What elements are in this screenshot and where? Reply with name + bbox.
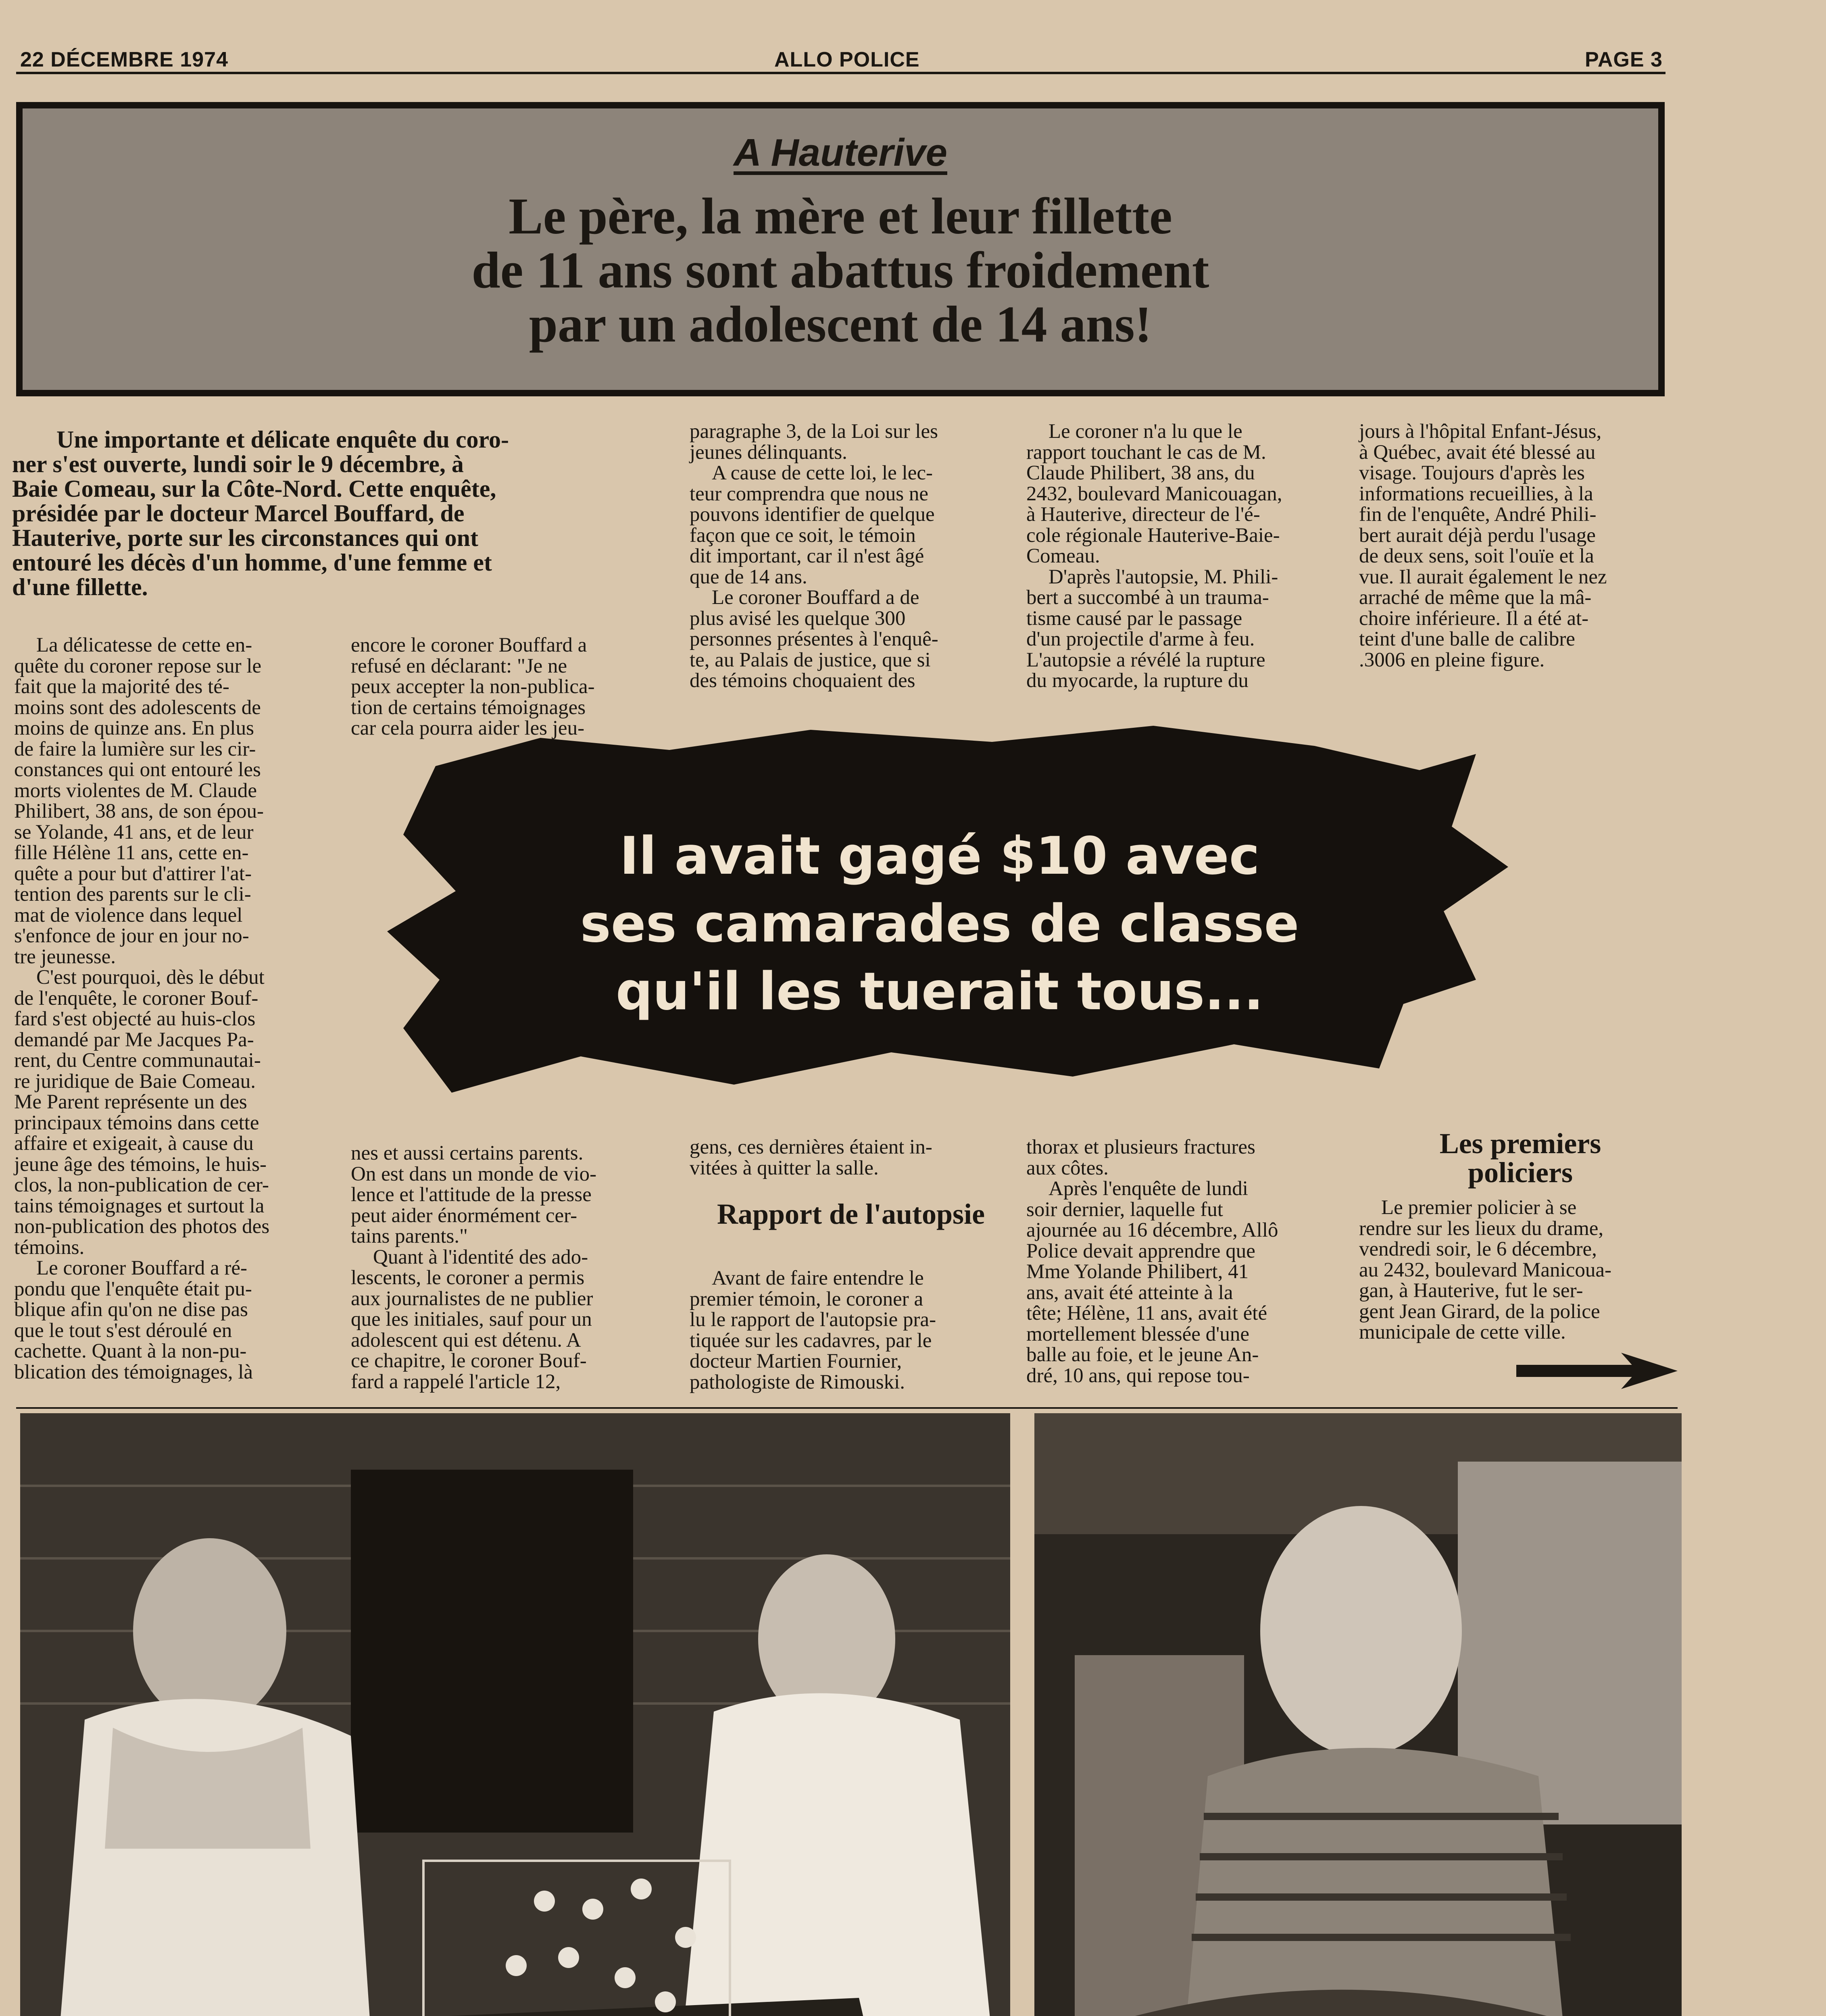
- text-line: car cela pourra aider les jeu-: [351, 717, 585, 739]
- headline-box: [16, 102, 1665, 396]
- text-line: tains témoignages et surtout la: [14, 1194, 265, 1217]
- text-line: quête a pour but d'attirer l'at-: [14, 862, 252, 885]
- text-line: moins de quinze ans. En plus: [14, 717, 254, 739]
- column-4-bottom: [1026, 1137, 1341, 1386]
- column-5-top: [1359, 421, 1674, 671]
- text-line: encore le coroner Bouffard a: [351, 634, 587, 656]
- text-line: d'un projectile d'arme à feu.: [1026, 628, 1255, 650]
- text-line: tention des parents sur le cli-: [14, 883, 251, 906]
- helene-photo-illustration: [1034, 1413, 1682, 2016]
- text-line: cachette. Quant à la non-pu-: [14, 1340, 247, 1362]
- text-line: moins sont des adolescents de: [14, 696, 261, 719]
- text-line: fard s'est objecté au huis-clos: [14, 1008, 256, 1030]
- page-number: PAGE 3: [1585, 48, 1663, 71]
- text-line: à Québec, avait été blessé au: [1359, 441, 1596, 464]
- text-line: gan, à Hauterive, fut le ser-: [1359, 1279, 1583, 1302]
- text-line: 2432, boulevard Manicouagan,: [1026, 482, 1282, 505]
- lead-line: entouré les décès d'un homme, d'une femme et: [12, 549, 492, 576]
- text-line: bert aurait déjà perdu l'usage: [1359, 524, 1596, 547]
- text-line: Avant de faire entendre le: [712, 1267, 924, 1289]
- kicker: A Hauterive: [734, 131, 947, 174]
- text-line: balle au foie, et le jeune An-: [1026, 1343, 1259, 1366]
- text-line: demandé par Me Jacques Pa-: [14, 1028, 254, 1051]
- text-line: rapport touchant le cas de M.: [1026, 441, 1266, 464]
- text-line: bert a succombé à un trauma-: [1026, 586, 1269, 609]
- pull-quote: [476, 823, 1403, 1026]
- text-line: Me Parent représente un des: [14, 1091, 247, 1113]
- lead-paragraph: [12, 427, 669, 600]
- column-5-bottom: [1359, 1198, 1674, 1343]
- text-line: D'après l'autopsie, M. Phili-: [1048, 565, 1278, 588]
- lead-line: Une importante et délicate enquête du coro-: [56, 426, 509, 453]
- text-line: blication des témoignages, là: [14, 1360, 253, 1383]
- subhead-premiers-policiers: Les premiers policiers: [1439, 1127, 1601, 1189]
- text-line: principaux témoins dans cette: [14, 1111, 259, 1134]
- text-line: affaire et exigeait, à cause du: [14, 1132, 254, 1155]
- text-line: pondu que l'enquête était pu-: [14, 1277, 252, 1300]
- text-line: mortellement blessée d'une: [1026, 1322, 1250, 1345]
- text-line: lescents, le coroner a permis: [351, 1266, 585, 1289]
- text-line: clos, la non-publication de cer-: [14, 1174, 269, 1196]
- text-line: jeune âge des témoins, le huis-: [14, 1153, 267, 1176]
- lead-line: ner s'est ouverte, lundi soir le 9 décembre, à: [12, 451, 464, 477]
- photo-rule: [16, 1407, 1678, 1409]
- text-line: dré, 10 ans, qui repose tou-: [1026, 1364, 1250, 1387]
- text-line: gens, ces dernières étaient in-: [690, 1136, 932, 1158]
- text-line: quête du coroner repose sur le: [14, 654, 262, 677]
- text-line: non-publication des photos des: [14, 1215, 270, 1238]
- headline: [23, 189, 1658, 351]
- column-3-bottom-a: [690, 1137, 1000, 1179]
- text-line: gent Jean Girard, de la police: [1359, 1300, 1600, 1323]
- text-line: mat de violence dans lequel: [14, 904, 243, 927]
- text-line: arraché de même que la mâ-: [1359, 586, 1592, 609]
- masthead-rule: [16, 72, 1665, 74]
- column-4-top: [1026, 421, 1341, 691]
- column-3-bottom-b: [690, 1268, 1000, 1393]
- text-line: de faire la lumière sur les cir-: [14, 737, 256, 760]
- column-1: [14, 635, 329, 1383]
- column-3-top: [690, 421, 1000, 691]
- text-line: Quant à l'identité des ado-: [373, 1245, 588, 1268]
- text-line: Le coroner n'a lu que le: [1048, 420, 1242, 443]
- text-line: lence et l'attitude de la presse: [351, 1183, 592, 1206]
- text-line: que de 14 ans.: [690, 565, 807, 588]
- text-line: à Hauterive, directeur de l'é-: [1026, 503, 1260, 526]
- text-line: ajournée au 16 décembre, Allô: [1026, 1219, 1278, 1241]
- pull-quote-line: ses camarades de classe: [580, 894, 1299, 954]
- text-line: ans, avait été atteinte à la: [1026, 1281, 1233, 1304]
- text-line: Mme Yolande Philibert, 41: [1026, 1260, 1249, 1283]
- text-line: A cause de cette loi, le lec-: [712, 462, 933, 484]
- text-line: re juridique de Baie Comeau.: [14, 1070, 256, 1093]
- text-line: visage. Toujours d'après les: [1359, 462, 1585, 484]
- text-line: vitées à quitter la salle.: [690, 1156, 879, 1179]
- text-line: vendredi soir, le 6 décembre,: [1359, 1238, 1597, 1260]
- subhead-autopsie: Rapport de l'autopsie: [717, 1198, 985, 1230]
- text-line: Le coroner Bouffard a de: [712, 586, 919, 609]
- text-line: façon que ce soit, le témoin: [690, 524, 916, 547]
- headline-line: de 11 ans sont abattus froidement: [471, 242, 1209, 299]
- text-line: de l'enquête, le coroner Bouf-: [14, 987, 258, 1010]
- text-line: tisme causé par le passage: [1026, 607, 1242, 630]
- text-line: de deux sens, soit l'ouïe et la: [1359, 545, 1594, 567]
- photo-couple-chess: [20, 1413, 1010, 2016]
- text-line: refusé en déclarant: "Je ne: [351, 654, 567, 677]
- text-line: que le tout s'est déroulé en: [14, 1319, 232, 1342]
- text-line: du myocarde, la rupture du: [1026, 669, 1249, 692]
- text-line: vue. Il aurait également le nez: [1359, 565, 1607, 588]
- text-line: s'enfonce de jour en jour no-: [14, 925, 249, 947]
- pull-quote-line: Il avait gagé $10 avec: [619, 826, 1260, 886]
- text-line: tre jeunesse.: [14, 945, 116, 968]
- text-line: Philibert, 38 ans, de son épou-: [14, 800, 264, 823]
- text-line: peux accepter la non-publica-: [351, 675, 595, 698]
- text-line: te, au Palais de justice, que si: [690, 648, 931, 671]
- text-line: L'autopsie a révélé la rupture: [1026, 648, 1265, 671]
- text-line: paragraphe 3, de la Loi sur les: [690, 420, 938, 443]
- text-line: choire inférieure. Il a été at-: [1359, 607, 1589, 630]
- continued-arrow-icon: [1516, 1353, 1678, 1389]
- text-line: constances qui ont entouré les: [14, 758, 261, 781]
- text-line: que les initiales, sauf pour un: [351, 1308, 592, 1331]
- text-line: blique afin qu'on ne dise pas: [14, 1298, 248, 1321]
- text-line: .3006 en pleine figure.: [1359, 648, 1545, 671]
- text-line: pouvons identifier de quelque: [690, 503, 935, 526]
- lead-line: Baie Comeau, sur la Côte-Nord. Cette enquête,: [12, 475, 496, 502]
- lead-line: d'une fillette.: [12, 574, 148, 600]
- text-line: Le coroner Bouffard a ré-: [36, 1257, 247, 1279]
- issue-date: 22 DÉCEMBRE 1974: [20, 48, 228, 71]
- couple-photo-illustration: [20, 1413, 1010, 2016]
- headline-line: par un adolescent de 14 ans!: [529, 296, 1152, 353]
- pull-quote-line: qu'il les tuerait tous...: [615, 962, 1264, 1022]
- text-line: tiquée sur les cadavres, par le: [690, 1329, 932, 1352]
- text-line: On est dans un monde de vio-: [351, 1162, 597, 1185]
- text-line: rent, du Centre communautai-: [14, 1049, 261, 1072]
- text-line: teur comprendra que nous ne: [690, 482, 928, 505]
- lead-line: Hauterive, porte sur les circonstances qui ont: [12, 525, 479, 551]
- text-line: tion de certains témoignages: [351, 696, 586, 719]
- text-line: adolescent qui est détenu. A: [351, 1329, 581, 1352]
- text-line: teint d'une balle de calibre: [1359, 628, 1575, 650]
- text-line: au 2432, boulevard Manicoua-: [1359, 1258, 1611, 1281]
- text-line: premier témoin, le coroner a: [690, 1287, 923, 1310]
- text-line: Police devait apprendre que: [1026, 1239, 1255, 1262]
- text-line: Après l'enquête de lundi: [1048, 1177, 1248, 1200]
- text-line: informations recueillies, à la: [1359, 482, 1593, 505]
- text-line: aux journalistes de ne publier: [351, 1287, 593, 1310]
- text-line: lu le rapport de l'autopsie pra-: [690, 1308, 936, 1331]
- column-2-bottom: [351, 1143, 669, 1392]
- text-line: ce chapitre, le coroner Bouf-: [351, 1350, 587, 1372]
- text-line: tains parents.": [351, 1225, 468, 1248]
- text-line: aux côtes.: [1026, 1156, 1109, 1179]
- text-line: Claude Philibert, 38 ans, du: [1026, 462, 1255, 484]
- text-line: plus avisé les quelque 300: [690, 607, 906, 630]
- publication-name: ALLO POLICE: [774, 48, 920, 71]
- text-line: morts violentes de M. Claude: [14, 779, 257, 802]
- text-line: Le premier policier à se: [1381, 1196, 1577, 1219]
- text-line: fin de l'enquête, André Phili-: [1359, 503, 1597, 526]
- text-line: fille Hélène 11 ans, cette en-: [14, 841, 249, 864]
- lead-line: présidée par le docteur Marcel Bouffard, de: [12, 500, 465, 527]
- text-line: C'est pourquoi, dès le début: [36, 966, 265, 989]
- text-line: Comeau.: [1026, 545, 1100, 567]
- text-line: pathologiste de Rimouski.: [690, 1370, 905, 1393]
- text-line: personnes présentes à l'enquê-: [690, 628, 938, 650]
- text-line: rendre sur les lieux du drame,: [1359, 1217, 1604, 1240]
- text-line: fard a rappelé l'article 12,: [351, 1370, 561, 1393]
- text-line: des témoins choquaient des: [690, 669, 915, 692]
- text-line: soir dernier, laquelle fut: [1026, 1198, 1223, 1221]
- text-line: La délicatesse de cette en-: [36, 634, 252, 656]
- text-line: thorax et plusieurs fractures: [1026, 1136, 1255, 1158]
- photo-helene: [1034, 1413, 1682, 2016]
- text-line: témoins.: [14, 1236, 85, 1259]
- text-line: fait que la majorité des té-: [14, 675, 229, 698]
- text-line: jours à l'hôpital Enfant-Jésus,: [1359, 420, 1602, 443]
- text-line: se Yolande, 41 ans, et de leur: [14, 821, 254, 843]
- text-line: docteur Martien Fournier,: [690, 1350, 902, 1372]
- headline-line: Le père, la mère et leur fillette: [509, 187, 1172, 245]
- text-line: cole régionale Hauterive-Baie-: [1026, 524, 1280, 547]
- text-line: municipale de cette ville.: [1359, 1321, 1566, 1343]
- text-line: dit important, car il n'est âgé: [690, 545, 924, 567]
- text-line: tête; Hélène, 11 ans, avait été: [1026, 1302, 1267, 1325]
- text-line: peut aider énormément cer-: [351, 1204, 577, 1227]
- text-line: nes et aussi certains parents.: [351, 1142, 584, 1164]
- text-line: jeunes délinquants.: [690, 441, 847, 464]
